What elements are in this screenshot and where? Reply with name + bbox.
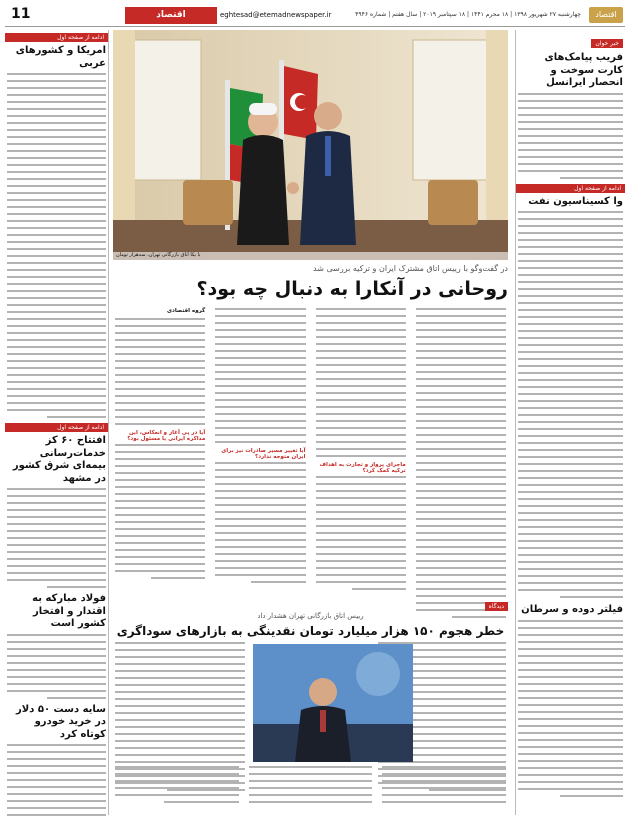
article-body: [518, 620, 623, 797]
main-feature: [113, 30, 508, 815]
continued-tag: ادامه از صفحه اول: [5, 33, 108, 42]
article-body: [7, 73, 106, 418]
second-feature-title: خطر هجوم ۱۵۰ هزار میلیارد تومان نقدینگی به بازارهای سوداگری: [116, 624, 505, 638]
text-column: [314, 308, 408, 598]
issue-date-line: چهارشنبه ۲۷ شهریور ۱۳۹۸ | ۱۸ محرم ۱۴۴۱ | ۱۸ سپتامبر ۲۰۱۹ | سال هفتم | شماره ۴۹۴۶: [355, 11, 581, 18]
section-tag: خبر خوان: [591, 39, 623, 48]
feature-body: [113, 308, 508, 598]
text-column: [113, 308, 207, 598]
article-headline: سایه‌ دست ۵۰ دلار در خرید خودرو کوتاه کرد: [16, 703, 106, 740]
article-headline: فیلتر دوده و سرطان: [521, 604, 623, 615]
newspaper-logo: اقتصاد: [589, 7, 623, 23]
article-headline: افتتاح ۶۰ کز خدمات‌رسانی بیمه‌ای شرق کشور در مشهد: [12, 435, 106, 484]
feature-title: روحانی در آنکارا به دنبال چه بود؟: [196, 278, 508, 300]
photo-caption: با یکا اتاق بازرگانی تهران، سه‌هزار تومان: [113, 252, 508, 260]
text-column: [414, 308, 508, 598]
speaker-portrait-photo: [253, 644, 413, 762]
section-label: اقتصاد: [125, 7, 217, 24]
continued-tag: ادامه از صفحه اول: [516, 184, 625, 193]
article-body: [7, 634, 106, 699]
second-feature-kicker: رییس اتاق بازرگانی تهران هشدار داد: [257, 612, 364, 620]
interview-question: آیا در پی آغاز و انعکاس، این مذاکره ایرانی یا مسئول بود؟: [127, 430, 206, 442]
section-tag: دیدگاه: [485, 602, 508, 611]
contact-email[interactable]: eghtesad@etemadnewspaper.ir: [220, 11, 332, 19]
article-headline: فریب پیامک‌های کارت سوخت و انحصار ایرانسل: [544, 52, 623, 88]
right-news-column: [515, 30, 625, 815]
article-body: [7, 744, 106, 820]
interview-question: ماجرای پرواز و تجارت به اهداف ترکیه کمک کرد؟: [319, 462, 406, 474]
interview-question: آیا تغییر مسیر صادرات نیز برای ایران متوجه ندارد؟: [221, 448, 306, 460]
article-headline: فولاد مبارکه به اقتدار و افتخار کشور است: [32, 593, 106, 629]
byline: گروه اقتصادی: [166, 308, 206, 314]
text-column: [213, 308, 307, 598]
article-body: [7, 488, 106, 588]
continued-tag: ادامه از صفحه اول: [5, 423, 108, 432]
second-feature-body: [113, 766, 508, 814]
page-number: 11: [11, 6, 31, 22]
left-news-column: [5, 30, 109, 815]
leaders-handshake-photo: [113, 30, 508, 260]
article-headline: امریکا و کشورهای عربی: [15, 45, 106, 69]
article-headline: وا کسیناسیون نفت: [528, 195, 623, 207]
article-body: [518, 93, 623, 179]
page-header: [5, 5, 625, 27]
article-body: [518, 211, 623, 598]
feature-kicker: در گفت‌وگو با رییس اتاق مشترک ایران و ترکیه بررسی شد: [313, 264, 508, 273]
